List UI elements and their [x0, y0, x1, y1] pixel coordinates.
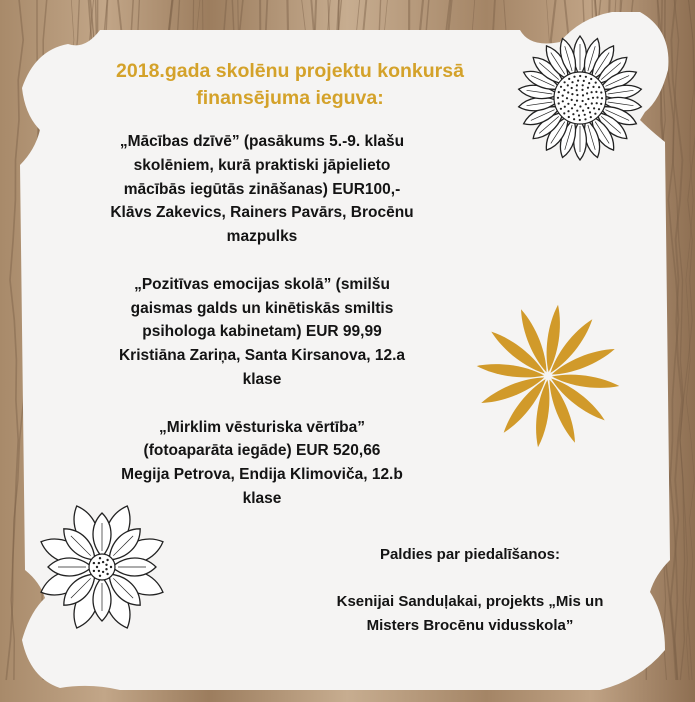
- sunflower-seed: [591, 102, 593, 104]
- thanks-line: Ksenijai Sanduļakai, projekts „Mis un: [336, 593, 604, 610]
- sunflower-seed: [595, 82, 597, 84]
- sunflower-seed: [567, 110, 569, 112]
- outline-center-dot: [98, 562, 100, 564]
- sunflower-seed: [577, 80, 579, 82]
- sunflower-seed: [573, 76, 575, 78]
- sunflower-seed: [589, 111, 591, 113]
- sunflower-seed: [598, 108, 600, 110]
- sunflower-seed: [582, 94, 584, 96]
- sunflower-seed: [568, 78, 570, 80]
- outline-center-dot: [93, 562, 95, 564]
- project-line: Klāvs Zakevics, Rainers Pavārs, Brocēnu: [110, 204, 414, 222]
- sunflower-seed: [592, 86, 594, 88]
- sunflower-seed: [576, 100, 578, 102]
- project-item: [82, 273, 442, 392]
- thanks-line: Misters Brocēnu vidusskola”: [366, 616, 574, 634]
- sunflower-seed: [583, 80, 585, 82]
- sunflower-seed: [593, 107, 595, 109]
- sunflower-seed: [582, 84, 584, 86]
- thanks-section: [290, 543, 650, 637]
- outline-center-dot: [93, 570, 95, 572]
- sunflower-seed: [600, 91, 602, 93]
- project-line: gaismas galds un kinētiskās smiltis: [130, 299, 394, 317]
- sunflower-seed: [582, 110, 584, 112]
- sunflower-seed: [595, 91, 597, 93]
- sunflower-seed: [584, 118, 586, 120]
- sunflower-seed: [584, 114, 586, 116]
- sunflower-seed: [579, 119, 581, 121]
- sunflower-seed: [564, 81, 566, 83]
- sunflower-seed: [562, 95, 564, 97]
- sunflower-seed: [587, 98, 589, 100]
- sunflower-seed: [572, 113, 574, 115]
- sunflower-seed: [579, 105, 581, 107]
- sunflower-seed: [563, 89, 565, 91]
- sunflower-seed: [598, 86, 600, 88]
- sunflower-seed: [576, 89, 578, 91]
- project-line: mazpulks: [226, 228, 298, 246]
- sunflower-seed: [582, 100, 584, 102]
- sunflower-seed: [590, 116, 592, 118]
- project-line: Megija Petrova, Endija Klimoviča, 12.b: [121, 466, 403, 484]
- outline-center-dot: [105, 564, 107, 566]
- sunflower-seed: [571, 81, 573, 83]
- sunflower-outline-icon: [515, 18, 645, 168]
- sunflower-seed: [600, 103, 602, 105]
- sunflower-seed: [558, 91, 560, 93]
- sunflower-seed: [571, 107, 573, 109]
- outline-center-dot: [106, 559, 108, 561]
- project-line: (fotoaparāta iegāde) EUR 520,66: [143, 442, 381, 460]
- sunflower-seed: [596, 102, 598, 104]
- sunflower-seed: [588, 82, 590, 84]
- sunflower-seed: [560, 86, 562, 88]
- sunflower-seed: [571, 87, 573, 89]
- sunflower-seed: [564, 106, 566, 108]
- project-line: klase: [242, 370, 282, 388]
- sunflower-seed: [585, 103, 587, 105]
- thanks-heading: Paldies par piedalīšanos:: [379, 546, 561, 563]
- sunflower-seed: [576, 84, 578, 86]
- sunflower-seed: [585, 76, 587, 78]
- sunflower-seed: [557, 97, 559, 99]
- project-line: psihologa kabinetam) EUR 99,99: [142, 323, 382, 341]
- sunflower-seed: [578, 114, 580, 116]
- sunflower-seed: [574, 104, 576, 106]
- project-line: „Pozitīvas emocijas skolā” (smilšu: [134, 275, 390, 293]
- project-line: skolēniem, kurā praktiski jāpielieto: [133, 156, 391, 174]
- project-line: klase: [242, 489, 282, 507]
- sunflower-seed: [566, 97, 568, 99]
- sunflower-seed: [567, 103, 569, 105]
- sunflower-seed: [567, 84, 569, 86]
- sunflower-seed: [587, 107, 589, 109]
- sunflower-seed: [571, 93, 573, 95]
- gold-daisy-icon: [470, 300, 630, 450]
- title-line-2: finansējuma ieguva:: [196, 87, 384, 109]
- project-line: „Mācības dzīvē” (pasākums 5.-9. klašu: [119, 133, 405, 150]
- sunflower-seed: [592, 97, 594, 99]
- sunflower-seed: [594, 113, 596, 115]
- outline-center-dot: [99, 557, 101, 559]
- sunflower-seed: [581, 89, 583, 91]
- sunflower-seed: [591, 91, 593, 93]
- sunflower-seed: [576, 110, 578, 112]
- sunflower-seed: [558, 102, 560, 104]
- sunflower-seed: [596, 96, 598, 98]
- outline-center-dot: [96, 566, 98, 568]
- project-item: [82, 130, 442, 249]
- project-item: [82, 416, 442, 511]
- sunflower-seed: [573, 118, 575, 120]
- title-line-1: 2018.gada skolēnu projektu konkursā: [116, 60, 464, 82]
- outline-center-dot: [102, 571, 104, 573]
- page-title: [60, 58, 520, 112]
- sunflower-seed: [590, 78, 592, 80]
- sunflower-seed: [560, 108, 562, 110]
- project-line: mācībās iegūtās zināšanas) EUR100,-: [123, 180, 401, 198]
- outline-center-dot: [105, 568, 107, 570]
- project-line: Kristiāna Zariņa, Santa Kirsanova, 12.a: [118, 347, 405, 365]
- sunflower-seed: [601, 97, 603, 99]
- sunflower-seed: [576, 94, 578, 96]
- sunflower-seed: [587, 87, 589, 89]
- sunflower-seed: [562, 100, 564, 102]
- sunflower-seed: [568, 116, 570, 118]
- outline-center-dot: [110, 566, 112, 568]
- outline-center-dot: [102, 561, 104, 563]
- outline-center-dot: [106, 573, 108, 575]
- sunflower-seed: [567, 91, 569, 93]
- sunflower-seed: [579, 75, 581, 77]
- outline-center-dot: [99, 575, 101, 577]
- sunflower-seed: [586, 92, 588, 94]
- projects-list: [82, 130, 442, 511]
- sunflower-seed: [563, 112, 565, 114]
- outline-center-dot: [98, 570, 100, 572]
- flower-outline-icon: [30, 495, 180, 645]
- sunflower-seed: [571, 99, 573, 101]
- project-line: „Mirklim vēsturiska vērtība”: [159, 418, 365, 436]
